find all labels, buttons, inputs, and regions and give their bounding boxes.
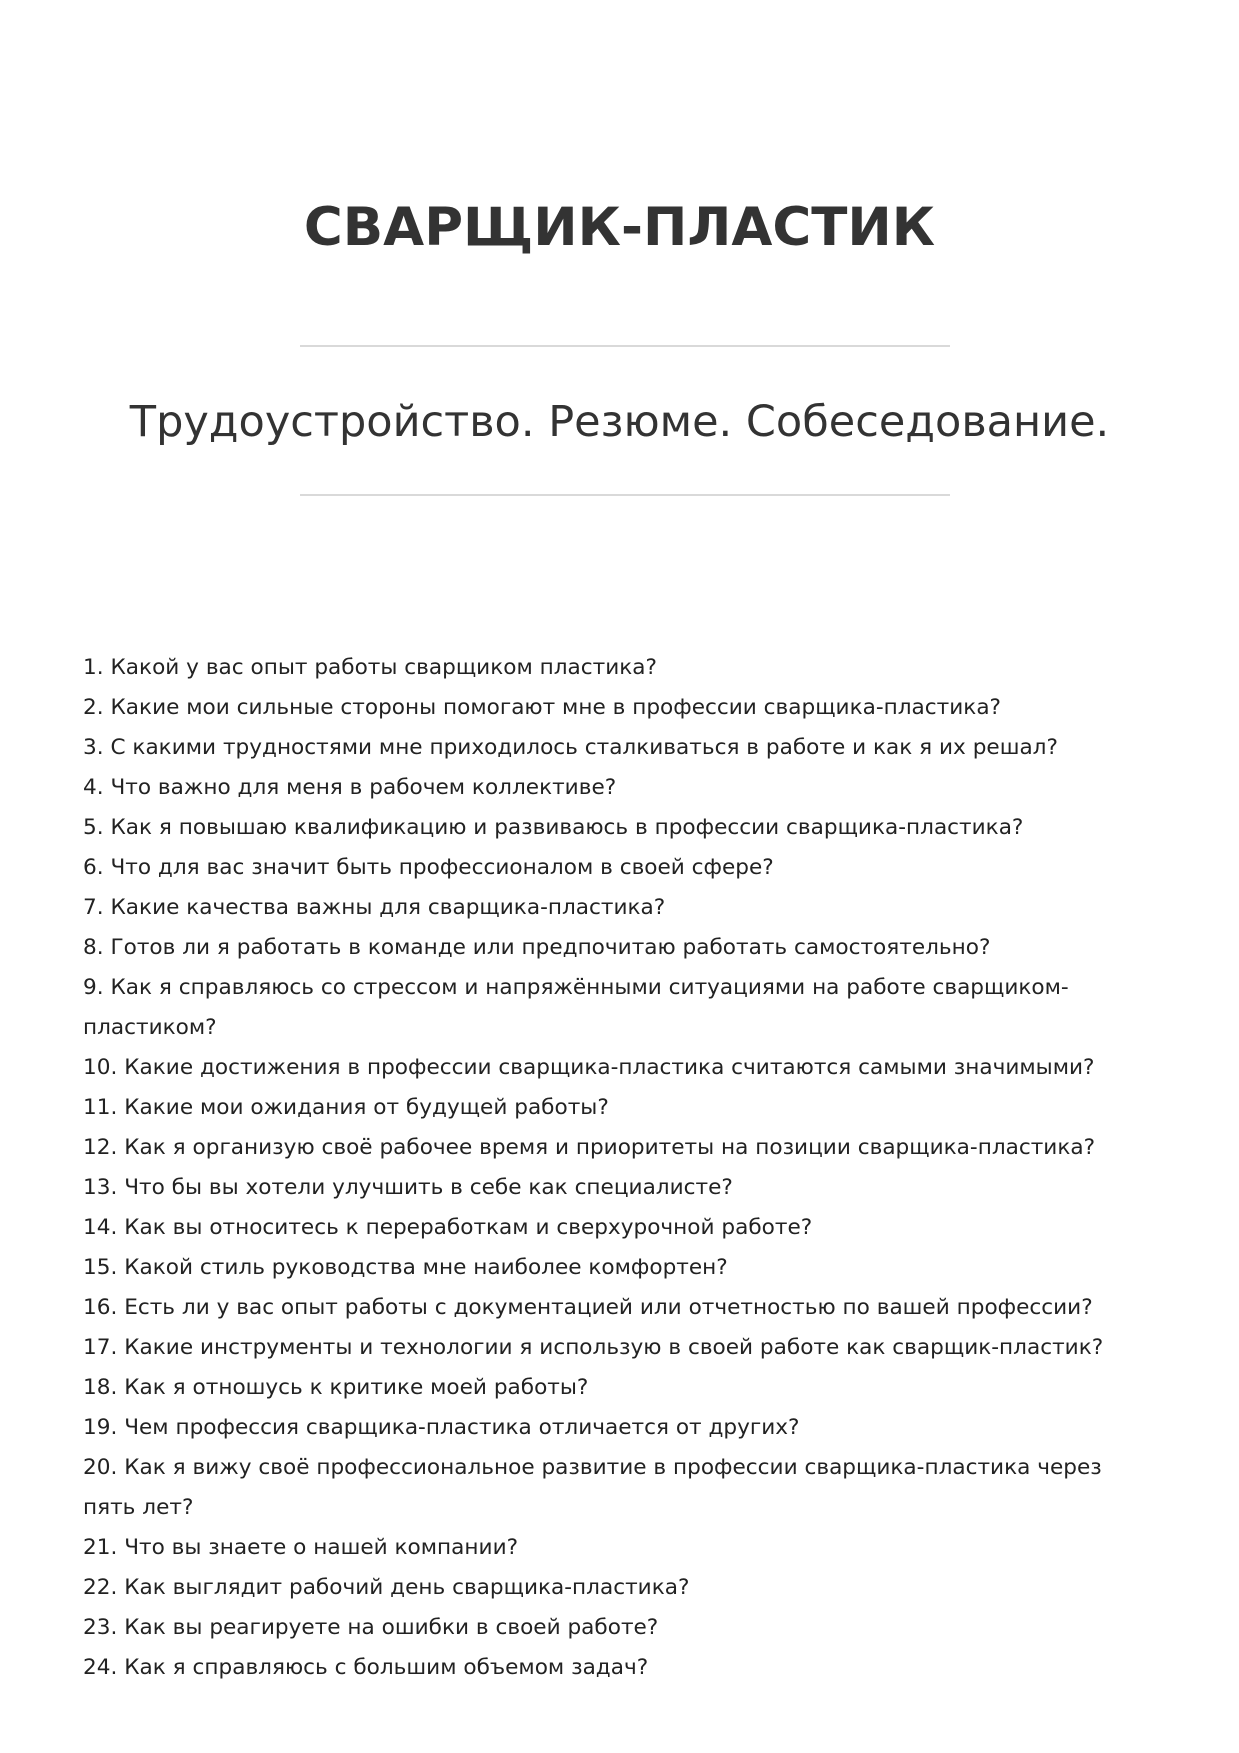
question-item: 1. Какой у вас опыт работы сварщиком пластика? (83, 655, 657, 680)
question-item: 13. Что бы вы хотели улучшить в себе как специалисте? (83, 1175, 733, 1200)
question-item: 20. Как я вижу своё профессиональное развитие в профессии сварщика-пластика через пять лет? (83, 1455, 1102, 1520)
divider-top (300, 345, 950, 347)
page-subtitle: Трудоустройство. Резюме. Собеседование. (129, 397, 1110, 447)
question-item: 6. Что для вас значит быть профессионалом в своей сфере? (83, 855, 774, 880)
question-item: 16. Есть ли у вас опыт работы с документацией или отчетностью по вашей профессии? (83, 1295, 1093, 1320)
question-item: 12. Как я организую своё рабочее время и приоритеты на позиции сварщика-пластика? (83, 1135, 1096, 1160)
question-item: 3. С какими трудностями мне приходилось сталкиваться в работе и как я их решал? (83, 735, 1058, 760)
question-item: 15. Какой стиль руководства мне наиболее комфортен? (83, 1255, 728, 1280)
question-item: 9. Как я справляюсь со стрессом и напряжёнными ситуациями на работе сварщиком-пластиком? (83, 975, 1069, 1040)
question-item: 21. Что вы знаете о нашей компании? (83, 1535, 519, 1560)
question-item: 19. Чем профессия сварщика-пластика отличается от других? (83, 1415, 800, 1440)
question-item: 14. Как вы относитесь к переработкам и сверхурочной работе? (83, 1215, 813, 1240)
question-item: 8. Готов ли я работать в команде или предпочитаю работать самостоятельно? (83, 935, 991, 960)
divider-bottom (300, 494, 950, 496)
question-list (83, 648, 1123, 1688)
question-item: 22. Как выглядит рабочий день сварщика-пластика? (83, 1575, 690, 1600)
question-item: 2. Какие мои сильные стороны помогают мне в профессии сварщика-пластика? (83, 695, 1002, 720)
question-item: 18. Как я отношусь к критике моей работы? (83, 1375, 589, 1400)
page-title: СВАРЩИК-ПЛАСТИК (303, 197, 936, 258)
question-item: 5. Как я повышаю квалификацию и развиваюсь в профессии сварщика-пластика? (83, 815, 1024, 840)
question-item: 24. Как я справляюсь с большим объемом задач? (83, 1655, 649, 1680)
question-item: 11. Какие мои ожидания от будущей работы? (83, 1095, 609, 1120)
question-item: 7. Какие качества важны для сварщика-пластика? (83, 895, 666, 920)
question-item: 23. Как вы реагируете на ошибки в своей работе? (83, 1615, 659, 1640)
question-item: 10. Какие достижения в профессии сварщика-пластика считаются самыми значимыми? (83, 1055, 1095, 1080)
question-item: 4. Что важно для меня в рабочем коллективе? (83, 775, 617, 800)
question-item: 17. Какие инструменты и технологии я использую в своей работе как сварщик-пластик? (83, 1335, 1104, 1360)
